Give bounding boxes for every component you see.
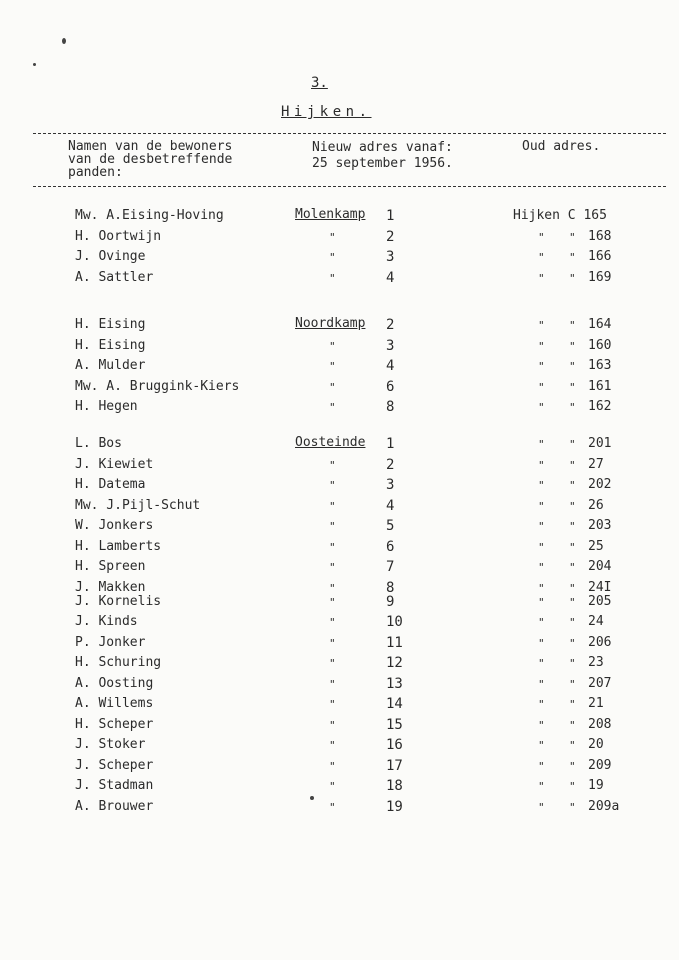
house-number: 3 (386, 477, 395, 493)
old-address-ditto-mark: " (569, 271, 576, 285)
street-ditto-mark: " (329, 800, 336, 814)
house-number: 4 (386, 358, 395, 374)
header-top-rule (33, 133, 666, 134)
resident-name: H. Scheper (75, 716, 154, 732)
old-address: 209 (588, 757, 612, 773)
old-address-ditto-mark: " (569, 380, 576, 394)
speck-mark (33, 63, 36, 66)
resident-name: H. Datema (75, 477, 146, 492)
old-address: 25 (588, 538, 604, 554)
street-ditto-mark: " (329, 698, 336, 711)
header-col2-line2: 25 september 1956. (312, 156, 453, 171)
old-address-ditto-mark: " (538, 759, 545, 773)
street-ditto-mark: " (329, 401, 336, 414)
old-address-ditto-mark: " (569, 339, 576, 353)
old-address-ditto-mark: " (538, 401, 545, 414)
house-number: 13 (386, 675, 403, 692)
old-address-ditto-mark: " (569, 657, 576, 670)
resident-name: J. Kinds (75, 614, 138, 629)
old-address-ditto-mark: " (569, 401, 576, 414)
street-ditto-mark: " (329, 380, 336, 394)
old-address-ditto-mark: " (538, 438, 545, 451)
street-ditto-mark: " (329, 499, 336, 513)
old-address-ditto-mark: " (569, 251, 576, 264)
old-address-ditto-mark: " (538, 271, 545, 285)
house-number: 1 (386, 208, 395, 224)
resident-name: H. Eising (75, 317, 146, 332)
old-address-ditto-mark: " (569, 739, 576, 752)
street-name: Molenkamp (295, 207, 366, 222)
house-number: 7 (386, 559, 395, 575)
old-address-ditto-mark: " (538, 339, 545, 353)
old-address: 205 (588, 593, 612, 609)
street-ditto-mark: " (329, 540, 336, 554)
street-ditto-mark: " (329, 561, 336, 574)
street-ditto-mark: " (329, 677, 336, 691)
resident-name: H. Lamberts (75, 538, 162, 554)
old-address-ditto-mark: " (569, 540, 576, 554)
house-number: 2 (386, 456, 395, 473)
street-name: Oosteinde (295, 435, 366, 450)
old-address-ditto-mark: " (569, 499, 576, 513)
old-address: 163 (588, 358, 612, 373)
street-ditto-mark: " (329, 780, 336, 793)
old-address-ditto-mark: " (538, 479, 545, 492)
house-number: 15 (386, 716, 403, 733)
resident-name: A. Sattler (75, 269, 154, 285)
house-number: 3 (386, 249, 395, 265)
street-ditto-mark: " (329, 230, 336, 244)
house-number: 8 (386, 579, 395, 596)
old-address-ditto-mark: " (538, 636, 545, 650)
house-number: 17 (386, 757, 403, 774)
old-address-ditto-mark: " (569, 759, 576, 773)
old-address-ditto-mark: " (569, 800, 576, 814)
old-address: 169 (588, 269, 612, 285)
house-number: 5 (386, 518, 395, 534)
street-ditto-mark: " (329, 718, 336, 732)
speck-mark (62, 38, 66, 44)
old-address: 24 (588, 614, 604, 629)
house-number: 9 (386, 593, 395, 610)
house-number: 4 (386, 269, 395, 286)
resident-name: L. Bos (75, 436, 122, 451)
old-address-ditto-mark: " (538, 319, 545, 332)
old-address-ditto-mark: " (569, 230, 576, 244)
old-address: 24I (588, 579, 612, 595)
resident-name: H. Eising (75, 337, 146, 353)
old-address: 20 (588, 737, 604, 752)
old-address: 168 (588, 228, 612, 244)
old-address: 19 (588, 778, 604, 793)
resident-name: A. Brouwer (75, 798, 154, 814)
street-ditto-mark: " (329, 520, 336, 533)
old-address-ditto-mark: " (569, 581, 576, 595)
header-col3 (522, 140, 600, 153)
house-number: 11 (386, 634, 403, 651)
resident-name: Mw. A.Eising-Hoving (75, 208, 224, 223)
resident-name: J. Kornelis (75, 593, 162, 609)
resident-name: J. Makken (75, 579, 146, 595)
old-address: 202 (588, 477, 612, 492)
old-address-ditto-mark: " (569, 616, 576, 629)
street-ditto-mark: " (329, 271, 336, 285)
resident-name: Mw. J.Pijl-Schut (75, 497, 201, 513)
resident-name: J. Scheper (75, 757, 154, 773)
old-address-ditto-mark: " (569, 718, 576, 732)
resident-name: A. Mulder (75, 358, 146, 373)
house-number: 3 (386, 337, 395, 354)
old-address-ditto-mark: " (569, 677, 576, 691)
street-ditto-mark: " (329, 251, 336, 264)
old-address: 207 (588, 675, 612, 691)
street-ditto-mark: " (329, 458, 336, 472)
street-ditto-mark: " (329, 595, 336, 609)
old-address: 208 (588, 716, 612, 732)
old-address-ditto-mark: " (538, 540, 545, 554)
resident-name: W. Jonkers (75, 518, 154, 533)
resident-name: J. Kiewiet (75, 456, 154, 472)
house-number: 2 (386, 228, 395, 245)
resident-name: J. Ovinge (75, 249, 146, 264)
old-address: 26 (588, 497, 604, 513)
resident-name: Mw. A. Bruggink-Kiers (75, 378, 240, 394)
old-address-ditto-mark: " (538, 561, 545, 574)
header-col1-line3: panden: (68, 165, 123, 180)
old-address: 23 (588, 655, 604, 670)
old-address-ditto-mark: " (569, 458, 576, 472)
house-number: 18 (386, 778, 403, 794)
old-address-ditto-mark: " (538, 698, 545, 711)
old-address: 21 (588, 696, 604, 711)
street-ditto-mark: " (329, 739, 336, 752)
street-ditto-mark: " (329, 759, 336, 773)
old-address-ditto-mark: " (538, 251, 545, 264)
resident-name: H. Hegen (75, 399, 138, 414)
resident-name: J. Stadman (75, 778, 154, 793)
street-ditto-mark: " (329, 657, 336, 670)
header-bottom-rule (33, 186, 666, 187)
old-address-ditto-mark: " (569, 520, 576, 533)
house-number: 6 (386, 538, 395, 555)
street-ditto-mark: " (329, 616, 336, 629)
house-number: 19 (386, 798, 403, 815)
old-address-ditto-mark: " (569, 780, 576, 793)
old-address-ditto-mark: " (538, 581, 545, 595)
old-address-ditto-mark: " (538, 499, 545, 513)
resident-name: P. Jonker (75, 634, 146, 650)
old-address: Hijken C 165 (513, 208, 607, 223)
resident-name: H. Spreen (75, 559, 146, 574)
old-address-ditto-mark: " (538, 380, 545, 394)
old-address-ditto-mark: " (538, 230, 545, 244)
old-address-ditto-mark: " (538, 458, 545, 472)
street-ditto-mark: " (329, 360, 336, 373)
old-address-ditto-mark: " (569, 561, 576, 574)
old-address: 164 (588, 317, 612, 332)
resident-name: H. Oortwijn (75, 228, 162, 244)
resident-name: H. Schuring (75, 655, 162, 670)
street-ditto-mark: " (329, 581, 336, 595)
house-number: 14 (386, 696, 403, 712)
street-name: Noordkamp (295, 316, 366, 331)
house-number: 10 (386, 614, 403, 630)
old-address-ditto-mark: " (538, 360, 545, 373)
house-number: 12 (386, 655, 403, 671)
old-address-ditto-mark: " (538, 739, 545, 752)
house-number: 6 (386, 378, 395, 395)
old-address-ditto-mark: " (569, 319, 576, 332)
old-address-ditto-mark: " (569, 636, 576, 650)
resident-name: J. Stoker (75, 737, 146, 752)
house-number: 8 (386, 399, 395, 415)
page-number: 3. (311, 75, 328, 91)
old-address: 166 (588, 249, 612, 264)
old-address: 201 (588, 436, 612, 451)
header-col3-line1: Oud adres. (522, 139, 601, 154)
old-address: 27 (588, 456, 604, 472)
old-address-ditto-mark: " (569, 438, 576, 451)
old-address-ditto-mark: " (538, 616, 545, 629)
old-address: 206 (588, 634, 612, 650)
resident-name: A. Willems (75, 696, 154, 711)
old-address: 204 (588, 559, 612, 574)
header-col1 (68, 140, 232, 179)
old-address: 160 (588, 337, 612, 353)
resident-name: A. Oosting (75, 675, 154, 691)
old-address-ditto-mark: " (538, 595, 545, 609)
old-address-ditto-mark: " (538, 780, 545, 793)
page-title: Hijken. (281, 104, 372, 120)
header-col2 (312, 140, 453, 172)
street-ditto-mark: " (329, 636, 336, 650)
old-address-ditto-mark: " (538, 657, 545, 670)
header-col1-line1: Namen van de bewoners (68, 139, 233, 154)
speck-mark (310, 796, 314, 800)
old-address-ditto-mark: " (538, 800, 545, 814)
old-address: 203 (588, 518, 612, 533)
old-address-ditto-mark: " (569, 360, 576, 373)
header-col1-line2: van de desbetreffende (68, 152, 233, 167)
old-address-ditto-mark: " (538, 718, 545, 732)
house-number: 16 (386, 737, 403, 753)
old-address: 161 (588, 378, 612, 394)
old-address-ditto-mark: " (569, 479, 576, 492)
old-address: 162 (588, 399, 612, 414)
old-address-ditto-mark: " (569, 698, 576, 711)
header-col2-line1: Nieuw adres vanaf: (312, 140, 453, 155)
old-address-ditto-mark: " (538, 520, 545, 533)
old-address-ditto-mark: " (569, 595, 576, 609)
house-number: 2 (386, 317, 395, 333)
old-address-ditto-mark: " (538, 677, 545, 691)
street-ditto-mark: " (329, 479, 336, 492)
street-ditto-mark: " (329, 339, 336, 353)
old-address: 209a (588, 798, 620, 814)
house-number: 1 (386, 436, 395, 452)
house-number: 4 (386, 497, 395, 514)
